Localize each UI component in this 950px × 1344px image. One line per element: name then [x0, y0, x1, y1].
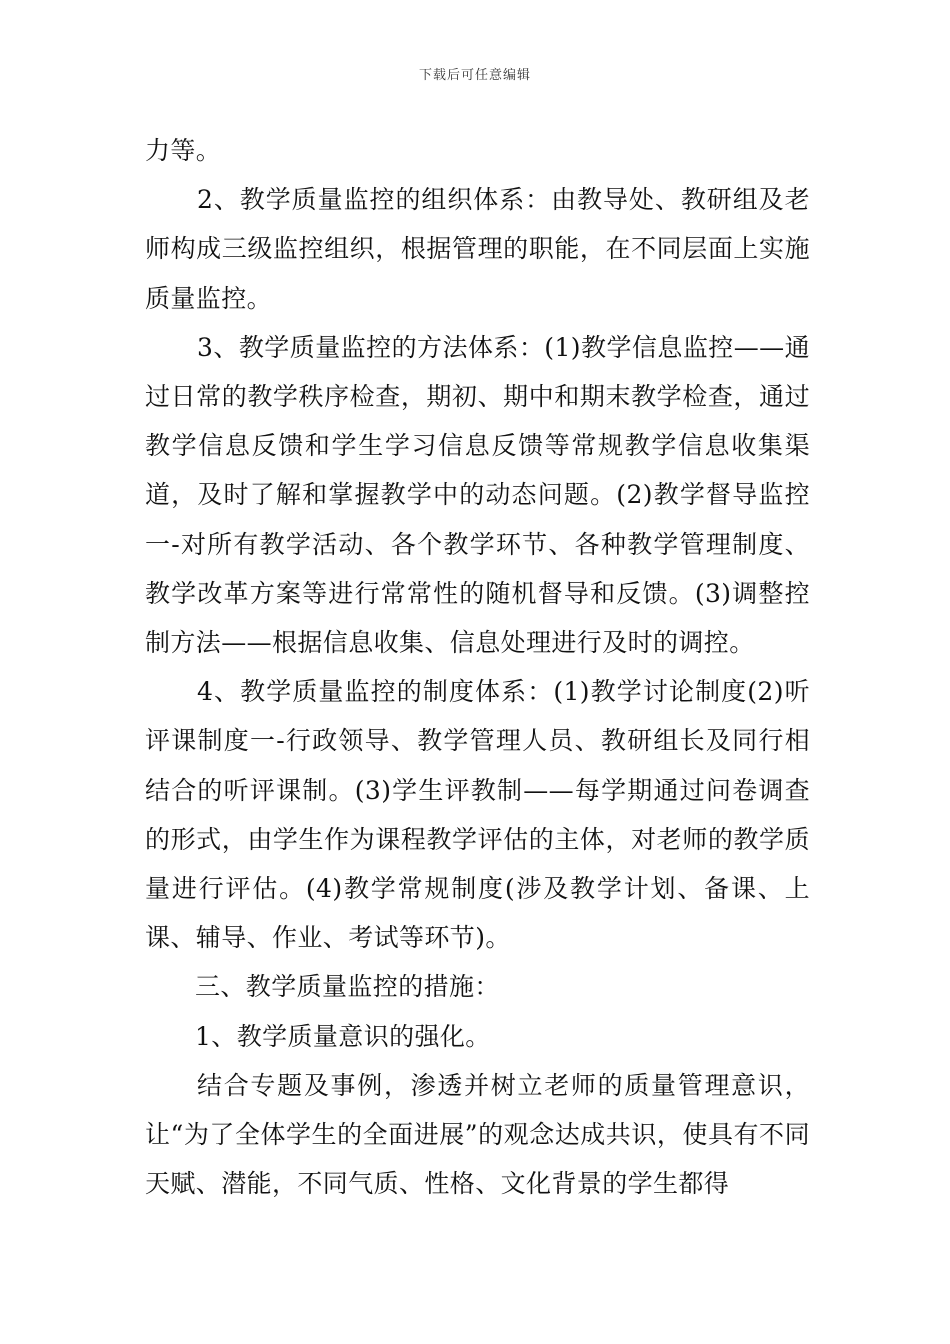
page-header: 下载后可任意编辑 — [418, 68, 531, 83]
paragraph: 3、教学质量监控的方法体系：(1)教学信息监控——通过日常的教学秩序检查，期初、期中和期末教学检查，通过教学信息反馈和学生学习信息反馈等常规教学信息收集渠道，及时了解和掌握教学中的动态问题。(2)教学督导监控一-对所有教学活动、各个教学环节、各种教学管理制度、教学改革方案等进行常常性的随机督导和反馈。(3)调整控制方法——根据信息收集、信息处理进行及时的调控。 — [145, 332, 810, 658]
paragraph: 4、教学质量监控的制度体系：(1)教学讨论制度(2)听评课制度一-行政领导、教学管理人员、教研组长及同行相结合的听评课制。(3)学生评教制——每学期通过问卷调查的形式，由学生作为课程教学评估的主体，对老师的教学质量进行评估。(4)教学常规制度(涉及教学计划、备课、上课、辅导、作业、考试等环节)。 — [145, 677, 810, 953]
paragraph: 2、教学质量监控的组织体系：由教导处、教研组及老师构成三级监控组织，根据管理的职能，在不同层面上实施质量监控。 — [145, 185, 810, 313]
paragraph: 力等。 — [145, 136, 222, 165]
paragraph: 结合专题及事例，渗透并树立老师的质量管理意识，让“为了全体学生的全面进展”的观念达成共识，使具有不同天赋、潜能，不同气质、性格、文化背景的学生都得 — [145, 1070, 810, 1199]
section-heading: 三、教学质量监控的措施： — [195, 972, 500, 1002]
subsection-heading: 1、教学质量意识的强化。 — [195, 1021, 491, 1051]
document-body — [145, 126, 810, 1208]
